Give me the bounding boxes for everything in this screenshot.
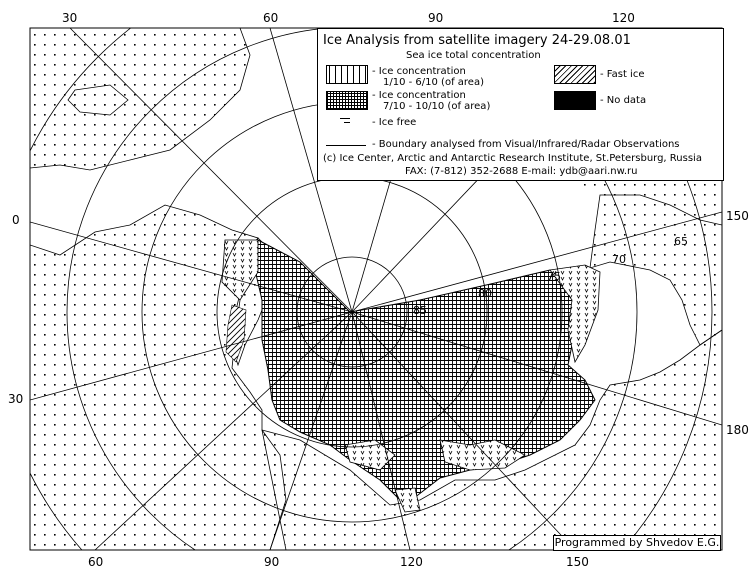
legend-item1-line2: 1/10 - 6/10 (of area) — [383, 77, 484, 88]
legend-item2-line2: 7/10 - 10/10 (of area) — [383, 101, 491, 112]
lon-label-bottom-120: 120 — [400, 555, 423, 569]
swatch-high-concentration — [326, 91, 368, 110]
legend-title: Ice Analysis from satellite imagery 24-29.08.01 — [323, 33, 631, 48]
swatch-fast-ice — [554, 65, 596, 84]
legend-item4: - Fast ice — [600, 69, 645, 80]
lon-label-bottom-60: 60 — [88, 555, 104, 569]
legend-item3: - Ice free — [372, 117, 417, 128]
lon-label-top-30: 30 — [62, 11, 78, 25]
ice-free-symbol — [340, 118, 350, 119]
legend-box — [317, 28, 724, 181]
ice-free-symbol-2 — [344, 122, 350, 123]
legend-boundary-note: - Boundary analysed from Visual/Infrared/Radar Observations — [372, 139, 680, 150]
lon-label-bottom-150: 150 — [566, 555, 589, 569]
lat-label-75: 75 — [547, 270, 561, 283]
lat-label-80: 80 — [478, 287, 492, 300]
legend-item2-line1: - Ice concentration — [372, 90, 466, 101]
lon-label-left-30: 30 — [8, 392, 24, 406]
lon-label-right-180: 180 — [726, 423, 749, 437]
lon-label-left-0: 0 — [12, 213, 20, 227]
lon-label-right-150: 150 — [726, 209, 749, 223]
lat-label-65: 65 — [674, 235, 688, 248]
lon-label-top-60: 60 — [263, 11, 279, 25]
lon-label-top-120: 120 — [612, 11, 635, 25]
lon-label-top-90: 90 — [428, 11, 444, 25]
swatch-no-data — [554, 91, 596, 110]
lat-label-70: 70 — [612, 253, 626, 266]
legend-contacts: FAX: (7-812) 352-2688 E-mail: ydb@aari.nw.ru — [405, 166, 638, 177]
swatch-low-concentration — [326, 65, 368, 84]
legend-item1-line1: - Ice concentration — [372, 66, 466, 77]
legend-item5: - No data — [600, 95, 647, 106]
boundary-line-symbol — [326, 145, 366, 146]
lon-label-bottom-90: 90 — [264, 555, 280, 569]
credit-box: Programmed by Shvedov E.G. — [554, 536, 720, 549]
legend-subtitle: Sea ice total concentration — [406, 50, 541, 61]
lat-label-85: 85 — [413, 304, 427, 317]
legend-institute: (c) Ice Center, Arctic and Antarctic Research Institute, St.Petersburg, Russia — [323, 153, 702, 164]
